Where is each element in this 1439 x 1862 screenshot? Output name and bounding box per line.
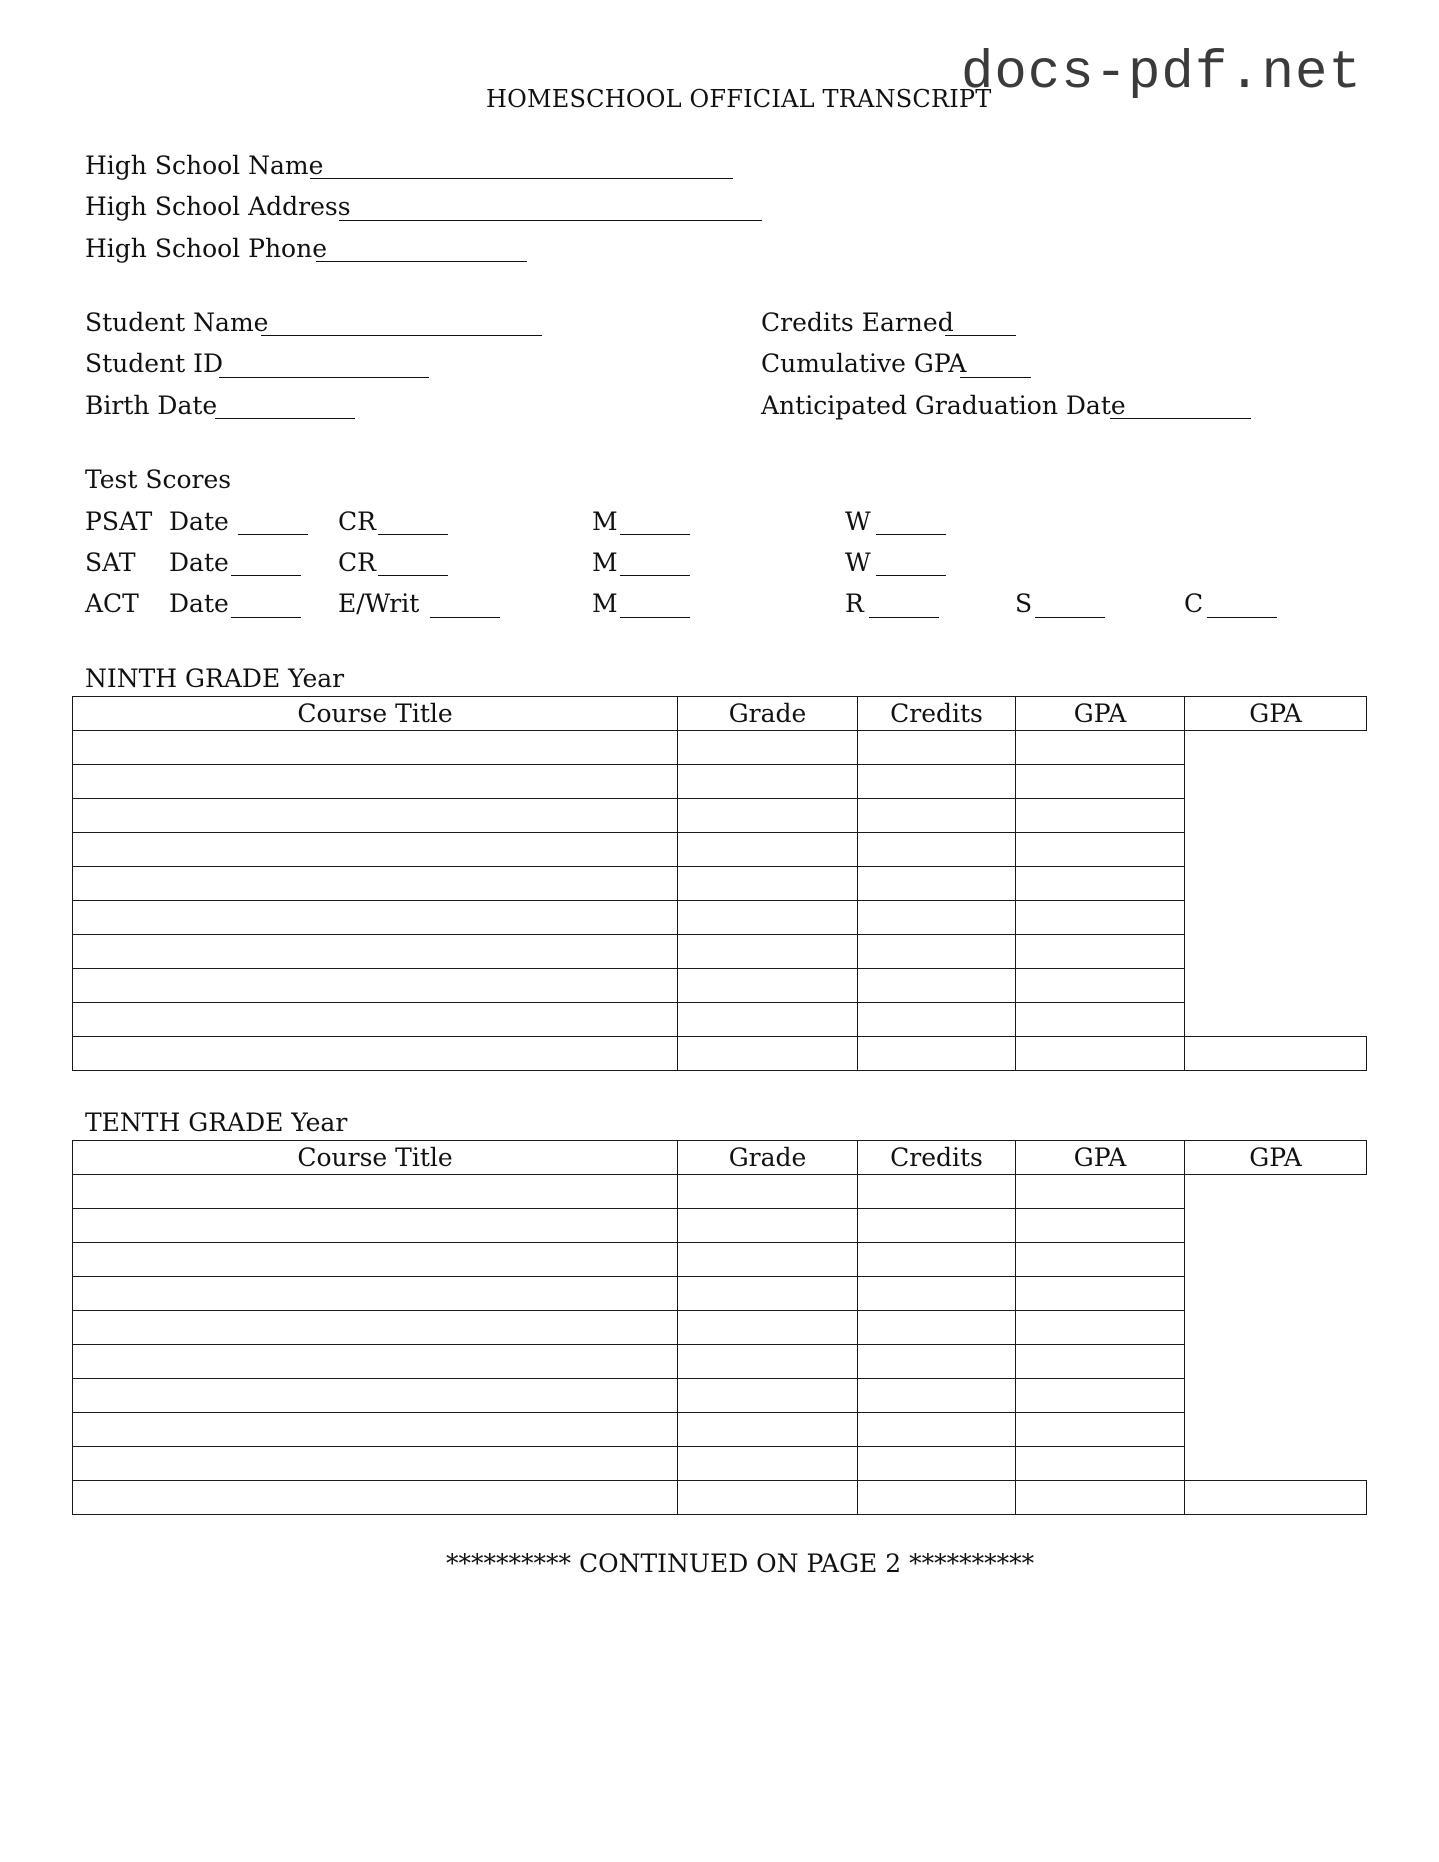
- table-row: [73, 1243, 1367, 1277]
- school-name-field[interactable]: [310, 178, 733, 179]
- test-scores-heading: Test Scores: [85, 465, 232, 494]
- table-row: [73, 799, 1367, 833]
- act-ewrit-label: E/Writ: [338, 589, 420, 618]
- table-row: [73, 1209, 1367, 1243]
- gpa-merged-cell: [1185, 731, 1367, 1037]
- gpa-cell[interactable]: [1016, 1447, 1185, 1481]
- gpa-cell[interactable]: [1016, 1243, 1185, 1277]
- act-date-label: Date: [169, 589, 229, 618]
- table-row: [73, 867, 1367, 901]
- psat-label: PSAT: [85, 507, 153, 536]
- gpa-cell[interactable]: [1016, 1037, 1185, 1071]
- grade-header: Grade: [678, 697, 858, 731]
- credits-cell[interactable]: [858, 867, 1016, 901]
- table-header-row: [73, 1141, 1367, 1175]
- birth-date-field[interactable]: [215, 418, 355, 419]
- grade-cell[interactable]: [678, 1277, 858, 1311]
- course-title-header: Course Title: [73, 1141, 678, 1175]
- grade-cell[interactable]: [678, 731, 858, 765]
- table-row: [73, 1481, 1367, 1515]
- table-row: [73, 731, 1367, 765]
- gpa-cell[interactable]: [1016, 1277, 1185, 1311]
- grade-cell[interactable]: [678, 1447, 858, 1481]
- psat-date-label: Date: [169, 507, 229, 536]
- cumulative-gpa-field[interactable]: [960, 377, 1031, 378]
- sat-date-field[interactable]: [231, 575, 301, 576]
- credits-cell[interactable]: [858, 799, 1016, 833]
- sat-m-label: M: [592, 548, 618, 577]
- credits-cell[interactable]: [858, 1379, 1016, 1413]
- gpa-merged-cell: [1185, 1175, 1367, 1481]
- course-title-cell[interactable]: [73, 799, 678, 833]
- table-row: [73, 765, 1367, 799]
- psat-w-label: W: [845, 507, 871, 536]
- credits-earned-field[interactable]: [945, 335, 1016, 336]
- cumulative-gpa-label: Cumulative GPA: [761, 349, 967, 378]
- credits-cell[interactable]: [858, 1413, 1016, 1447]
- psat-cr-field[interactable]: [378, 534, 448, 535]
- credits-cell[interactable]: [858, 765, 1016, 799]
- sat-cr-label: CR: [338, 548, 376, 577]
- act-date-field[interactable]: [231, 617, 301, 618]
- table-row: [73, 1037, 1367, 1071]
- gpa-total-header: GPA: [1185, 1141, 1367, 1175]
- act-ewrit-field[interactable]: [430, 617, 500, 618]
- table-header-row: [73, 697, 1367, 731]
- table-row: [73, 1175, 1367, 1209]
- student-id-field[interactable]: [219, 377, 429, 378]
- psat-date-field[interactable]: [238, 534, 308, 535]
- graduation-date-field[interactable]: [1110, 418, 1251, 419]
- gpa-header: GPA: [1016, 697, 1185, 731]
- psat-m-field[interactable]: [620, 534, 690, 535]
- table-row: [73, 901, 1367, 935]
- grade-cell[interactable]: [678, 765, 858, 799]
- credits-cell[interactable]: [858, 1209, 1016, 1243]
- gpa-cell[interactable]: [1016, 1175, 1185, 1209]
- table-row: [73, 1345, 1367, 1379]
- course-title-cell[interactable]: [73, 1175, 678, 1209]
- course-title-cell[interactable]: [73, 1481, 678, 1515]
- gpa-cell[interactable]: [1016, 901, 1185, 935]
- grade-cell[interactable]: [678, 1003, 858, 1037]
- act-r-field[interactable]: [869, 617, 939, 618]
- credits-cell[interactable]: [858, 1277, 1016, 1311]
- document-title: HOMESCHOOL OFFICIAL TRANSCRIPT: [486, 85, 992, 113]
- course-title-cell[interactable]: [73, 1209, 678, 1243]
- course-title-cell[interactable]: [73, 1413, 678, 1447]
- tenth-grade-heading: TENTH GRADE Year: [85, 1108, 348, 1137]
- course-title-cell[interactable]: [73, 1311, 678, 1345]
- grade-cell[interactable]: [678, 1413, 858, 1447]
- birth-date-label: Birth Date: [85, 391, 218, 420]
- sat-cr-field[interactable]: [378, 575, 448, 576]
- credits-cell[interactable]: [858, 833, 1016, 867]
- grade-cell[interactable]: [678, 1311, 858, 1345]
- act-m-label: M: [592, 589, 618, 618]
- credits-cell[interactable]: [858, 1175, 1016, 1209]
- gpa-cell[interactable]: [1016, 969, 1185, 1003]
- psat-cr-label: CR: [338, 507, 376, 536]
- ninth-grade-table: [72, 696, 1367, 1071]
- act-c-field[interactable]: [1207, 617, 1277, 618]
- act-s-label: S: [1015, 589, 1033, 618]
- school-address-field[interactable]: [339, 220, 762, 221]
- table-row: [73, 833, 1367, 867]
- table-row: [73, 1311, 1367, 1345]
- course-title-cell[interactable]: [73, 867, 678, 901]
- student-id-label: Student ID: [85, 349, 224, 378]
- continued-note: ********** CONTINUED ON PAGE 2 **********: [446, 1549, 1035, 1578]
- gpa-cell[interactable]: [1016, 833, 1185, 867]
- credits-cell[interactable]: [858, 1037, 1016, 1071]
- course-title-cell[interactable]: [73, 1277, 678, 1311]
- table-row: [73, 1447, 1367, 1481]
- ninth-grade-rows: [73, 731, 1367, 1071]
- credits-earned-label: Credits Earned: [761, 308, 954, 337]
- grade-cell[interactable]: [678, 935, 858, 969]
- psat-w-field[interactable]: [876, 534, 946, 535]
- credits-cell[interactable]: [858, 731, 1016, 765]
- watermark-logo: docs-pdf.net: [961, 43, 1362, 104]
- grade-cell[interactable]: [678, 1175, 858, 1209]
- grade-cell[interactable]: [678, 1209, 858, 1243]
- gpa-cell[interactable]: [1016, 1311, 1185, 1345]
- course-title-cell[interactable]: [73, 1379, 678, 1413]
- course-title-cell[interactable]: [73, 935, 678, 969]
- grade-cell[interactable]: [678, 833, 858, 867]
- grade-cell[interactable]: [678, 1243, 858, 1277]
- ninth-grade-heading: NINTH GRADE Year: [85, 664, 345, 693]
- table-row: [73, 1379, 1367, 1413]
- course-title-cell[interactable]: [73, 1345, 678, 1379]
- gpa-cell[interactable]: [1016, 1413, 1185, 1447]
- gpa-cell[interactable]: [1016, 1379, 1185, 1413]
- course-title-cell[interactable]: [73, 969, 678, 1003]
- grade-cell[interactable]: [678, 1481, 858, 1515]
- grade-cell[interactable]: [678, 1037, 858, 1071]
- gpa-cell[interactable]: [1016, 867, 1185, 901]
- table-row: [73, 1277, 1367, 1311]
- gpa-total-header: GPA: [1185, 697, 1367, 731]
- credits-cell[interactable]: [858, 969, 1016, 1003]
- tenth-grade-table: [72, 1140, 1367, 1515]
- table-row: [73, 969, 1367, 1003]
- credits-cell[interactable]: [858, 1003, 1016, 1037]
- gpa-cell[interactable]: [1016, 1209, 1185, 1243]
- grade-cell[interactable]: [678, 1345, 858, 1379]
- school-phone-field[interactable]: [316, 261, 527, 262]
- table-row: [73, 1003, 1367, 1037]
- student-name-field[interactable]: [261, 335, 542, 336]
- credits-cell[interactable]: [858, 1447, 1016, 1481]
- school-phone-label: High School Phone: [85, 234, 327, 263]
- tenth-grade-rows: [73, 1175, 1367, 1515]
- credits-cell[interactable]: [858, 1243, 1016, 1277]
- act-label: ACT: [85, 589, 139, 618]
- credits-cell[interactable]: [858, 1311, 1016, 1345]
- grade-header: Grade: [678, 1141, 858, 1175]
- gpa-total-cell[interactable]: [1185, 1481, 1367, 1515]
- course-title-cell[interactable]: [73, 731, 678, 765]
- gpa-cell[interactable]: [1016, 935, 1185, 969]
- credits-cell[interactable]: [858, 1345, 1016, 1379]
- sat-label: SAT: [85, 548, 136, 577]
- graduation-date-label: Anticipated Graduation Date: [761, 391, 1126, 420]
- school-address-label: High School Address: [85, 192, 351, 221]
- grade-cell[interactable]: [678, 799, 858, 833]
- credits-header: Credits: [858, 1141, 1016, 1175]
- sat-date-label: Date: [169, 548, 229, 577]
- grade-cell[interactable]: [678, 969, 858, 1003]
- table-row: [73, 1413, 1367, 1447]
- act-c-label: C: [1184, 589, 1204, 618]
- credits-header: Credits: [858, 697, 1016, 731]
- credits-cell[interactable]: [858, 935, 1016, 969]
- table-row: [73, 935, 1367, 969]
- course-title-cell[interactable]: [73, 1037, 678, 1071]
- psat-m-label: M: [592, 507, 618, 536]
- act-s-field[interactable]: [1035, 617, 1105, 618]
- school-name-label: High School Name: [85, 151, 324, 180]
- gpa-cell[interactable]: [1016, 1345, 1185, 1379]
- student-name-label: Student Name: [85, 308, 269, 337]
- course-title-cell[interactable]: [73, 1003, 678, 1037]
- course-title-cell[interactable]: [73, 1243, 678, 1277]
- credits-cell[interactable]: [858, 901, 1016, 935]
- gpa-cell[interactable]: [1016, 1481, 1185, 1515]
- gpa-cell[interactable]: [1016, 765, 1185, 799]
- act-m-field[interactable]: [620, 617, 690, 618]
- gpa-total-cell[interactable]: [1185, 1037, 1367, 1071]
- course-title-cell[interactable]: [73, 1447, 678, 1481]
- grade-cell[interactable]: [678, 1379, 858, 1413]
- credits-cell[interactable]: [858, 1481, 1016, 1515]
- gpa-cell[interactable]: [1016, 799, 1185, 833]
- gpa-header: GPA: [1016, 1141, 1185, 1175]
- course-title-header: Course Title: [73, 697, 678, 731]
- course-title-cell[interactable]: [73, 901, 678, 935]
- course-title-cell[interactable]: [73, 765, 678, 799]
- sat-m-field[interactable]: [620, 575, 690, 576]
- grade-cell[interactable]: [678, 867, 858, 901]
- course-title-cell[interactable]: [73, 833, 678, 867]
- gpa-cell[interactable]: [1016, 1003, 1185, 1037]
- act-r-label: R: [845, 589, 864, 618]
- gpa-cell[interactable]: [1016, 731, 1185, 765]
- sat-w-field[interactable]: [876, 575, 946, 576]
- grade-cell[interactable]: [678, 901, 858, 935]
- sat-w-label: W: [845, 548, 871, 577]
